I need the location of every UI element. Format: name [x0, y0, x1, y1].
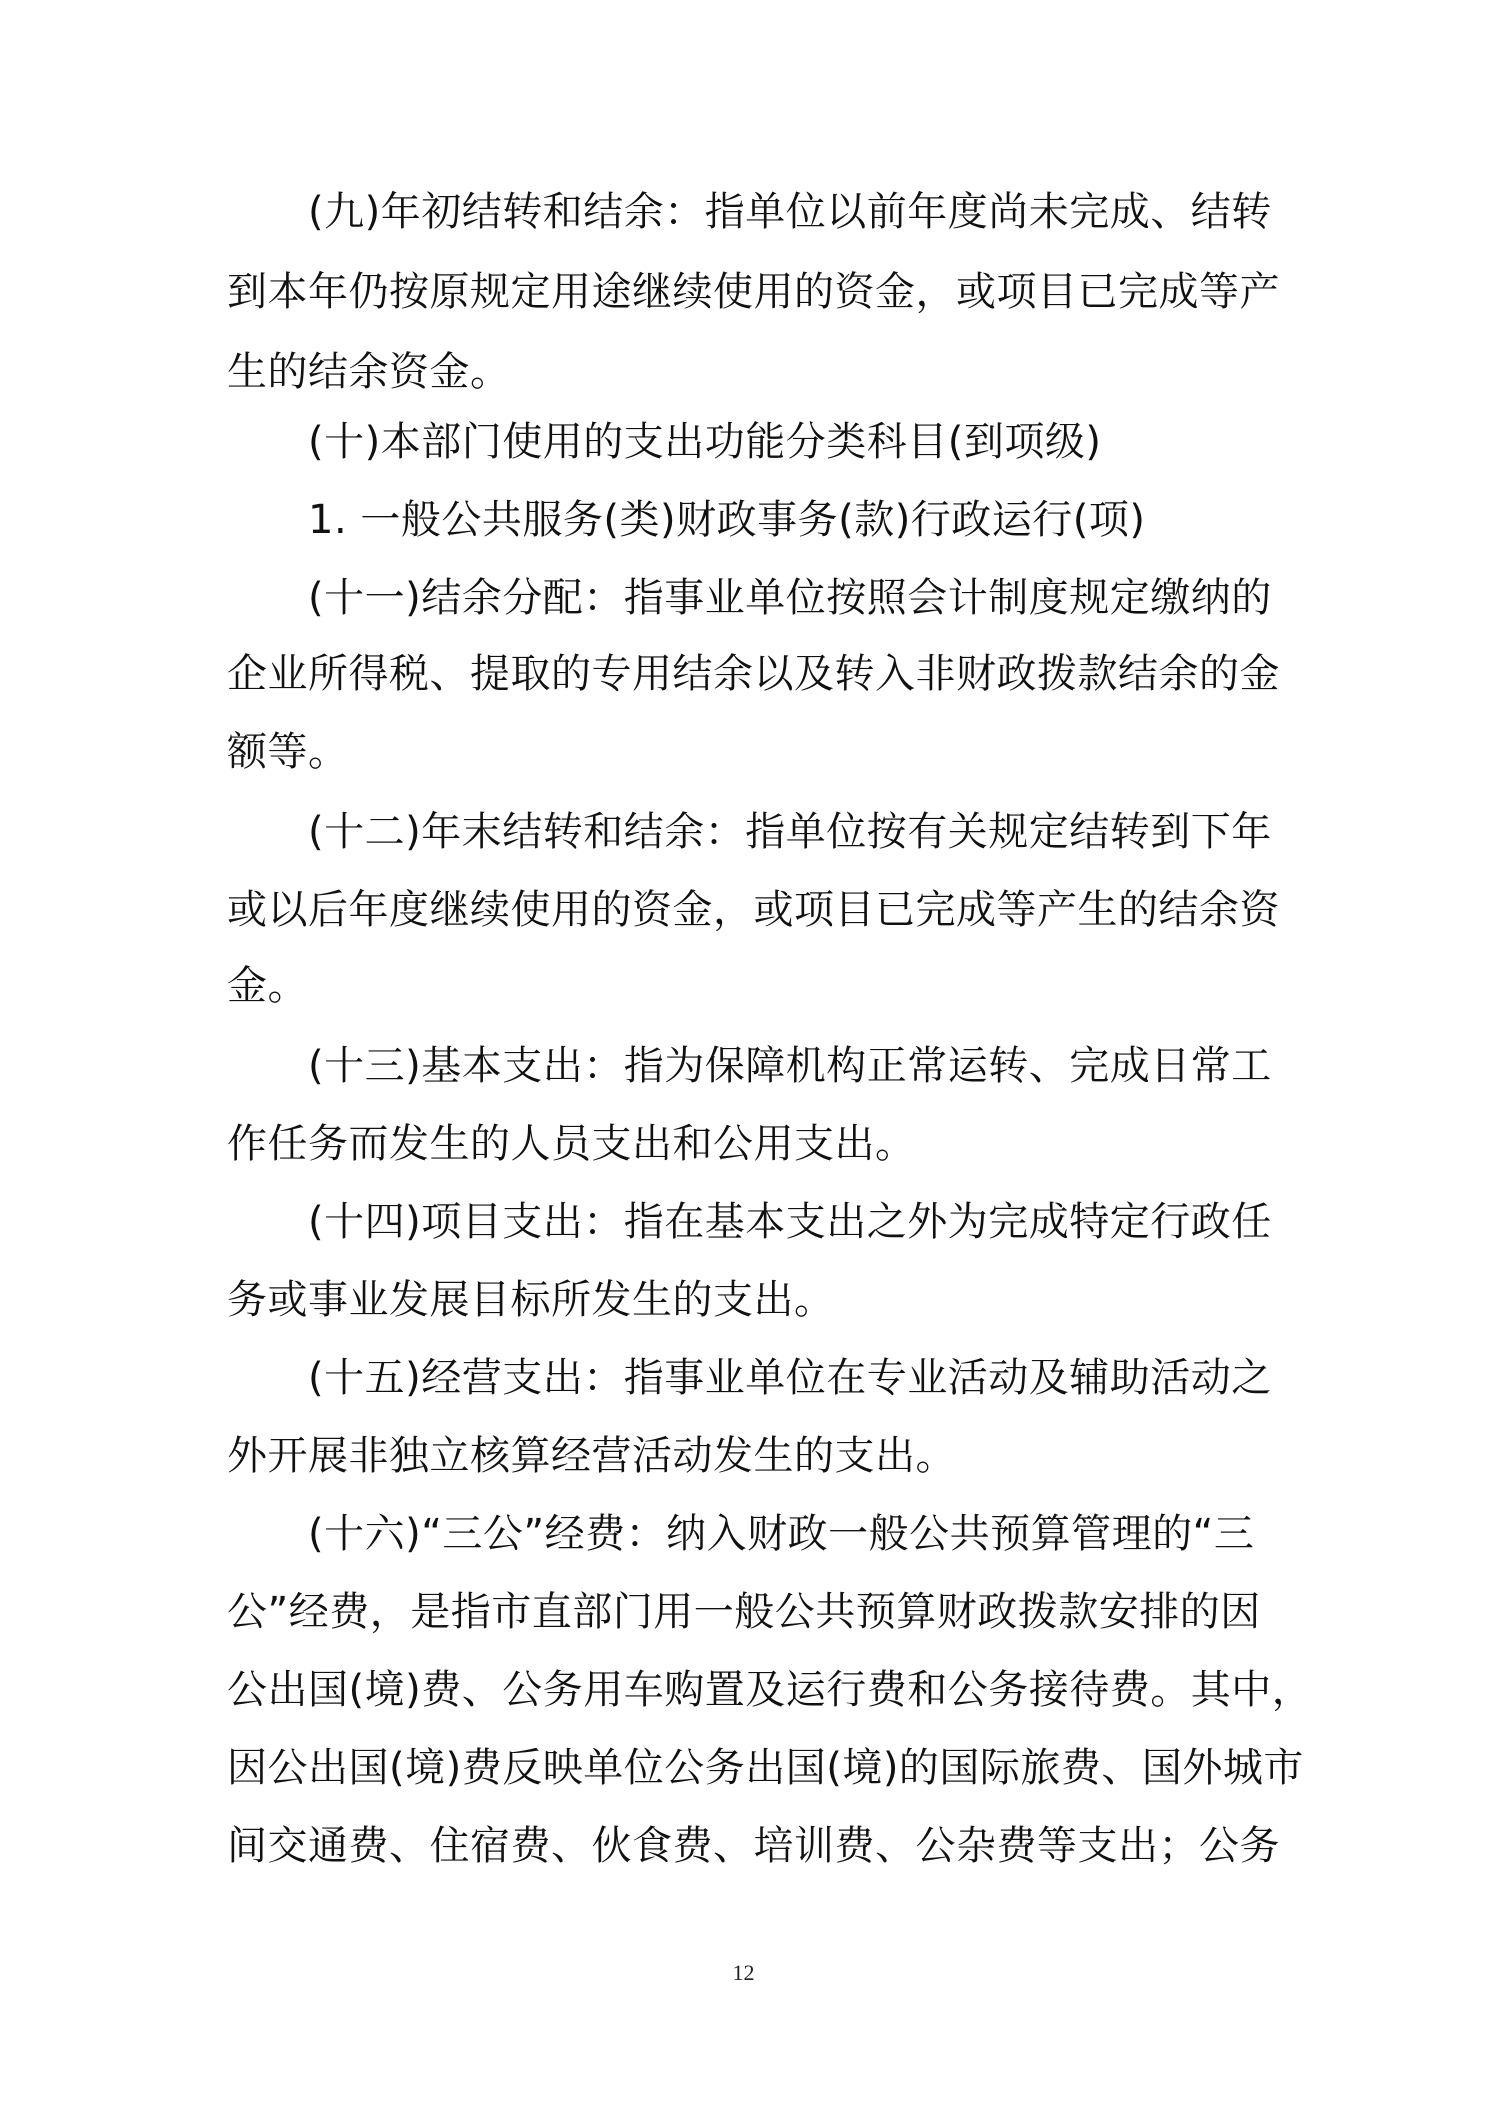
paragraph-line: 作任务而发生的人员支出和公用支出。	[227, 1121, 916, 1167]
paragraph-line: (十一)结余分配：指事业单位按照会计制度规定缴纳的	[308, 575, 1272, 621]
paragraph-line: 额等。	[227, 729, 349, 775]
paragraph-line: 企业所得税、提取的专用结余以及转入非财政拨款结余的金	[227, 651, 1280, 697]
paragraph-line: 公出国(境)费、公务用车购置及运行费和公务接待费。其中，	[227, 1667, 1313, 1713]
paragraph-line: (十五)经营支出：指事业单位在专业活动及辅助活动之	[308, 1355, 1272, 1401]
paragraph-line: 或以后年度继续使用的资金，或项目已完成等产生的结余资	[227, 887, 1280, 933]
paragraph-line: (十三)基本支出：指为保障机构正常运转、完成日常工	[308, 1043, 1272, 1089]
paragraph-line: 外开展非独立核算经营活动发生的支出。	[227, 1433, 956, 1479]
paragraph-line: 到本年仍按原规定用途继续使用的资金，或项目已完成等产	[227, 269, 1280, 315]
paragraph-line: 务或事业发展目标所发生的支出。	[227, 1277, 835, 1323]
page-number: 12	[732, 1960, 755, 1985]
paragraph-line: 1. 一般公共服务(类)财政事务(款)行政运行(项)	[308, 497, 1146, 543]
paragraph-line: 金。	[227, 963, 308, 1009]
paragraph-line: (九)年初结转和结余：指单位以前年度尚未完成、结转	[308, 189, 1272, 235]
paragraph-line: (十六)“三公”经费：纳入财政一般公共预算管理的“三	[308, 1511, 1255, 1557]
paragraph-line: (十四)项目支出：指在基本支出之外为完成特定行政任	[308, 1199, 1272, 1245]
paragraph-line: (十二)年末结转和结余：指单位按有关规定结转到下年	[308, 809, 1272, 855]
paragraph-line: 间交通费、住宿费、伙食费、培训费、公杂费等支出；公务	[227, 1823, 1280, 1869]
paragraph-line: (十)本部门使用的支出功能分类科目(到项级)	[308, 419, 1102, 465]
paragraph-line: 公”经费，是指市直部门用一般公共预算财政拨款安排的因	[227, 1589, 1261, 1635]
paragraph-line: 因公出国(境)费反映单位公务出国(境)的国际旅费、国外城市	[227, 1745, 1304, 1791]
paragraph-line: 生的结余资金。	[227, 349, 511, 395]
